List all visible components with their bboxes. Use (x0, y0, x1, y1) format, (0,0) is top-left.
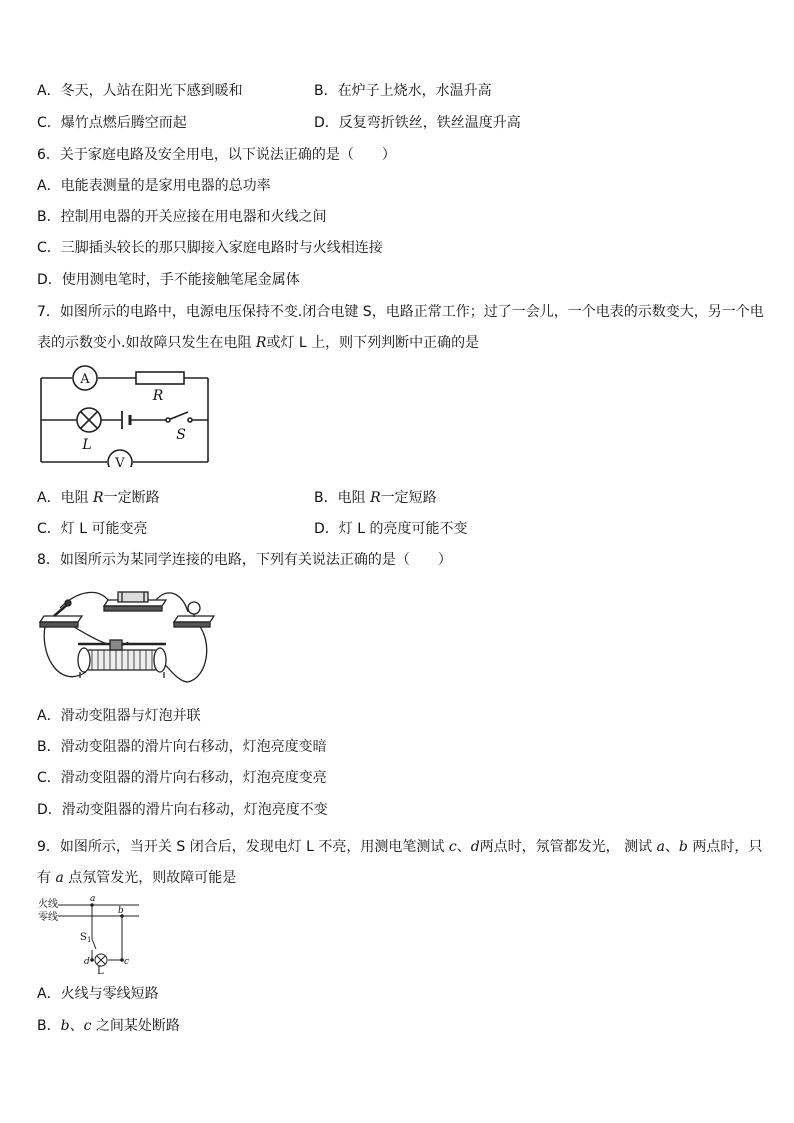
q9-option-a: A．火线与零线短路 (37, 986, 159, 1002)
q7-stem-text-end: 或灯 L 上，则下列判断中正确的是 (266, 335, 480, 351)
q7-option-a (37, 488, 160, 508)
q9-neutral-wire-label: 零线 (38, 912, 58, 923)
q8-option-d: D．滑动变阻器的滑片向右移动，灯泡亮度不变 (37, 802, 328, 818)
q9-stem-sep2: 、 (664, 839, 679, 855)
q9-live-wire-label: 火线 (38, 899, 58, 910)
q7-voltmeter-label: V (115, 456, 125, 467)
q9-point-d: d (470, 839, 480, 855)
q7-option-b-r-symbol: R (370, 490, 381, 506)
q8-stem: 8．如图所示为某同学连接的电路，下列有关说法正确的是（ ） (37, 552, 452, 568)
q9-option-b-text: B． (37, 1018, 61, 1034)
q9-option-b-point-b: b (60, 1018, 70, 1034)
q9-stem2-text-end: 点氖管发光，则故障可能是 (63, 870, 237, 886)
q5-option-c: C．爆竹点燃后腾空而起 (37, 115, 187, 131)
q7-ammeter-label: A (80, 372, 90, 387)
q9-option-b-point-c: c (83, 1018, 92, 1034)
q9-stem-text-end: 两点时，只 (687, 839, 763, 855)
q8-option-c: C．滑动变阻器的滑片向右移动，灯泡亮度变亮 (37, 770, 327, 786)
q7-circuit-diagram (38, 365, 213, 467)
q9-wiring-diagram (36, 892, 144, 976)
q9-point-c: c (448, 839, 457, 855)
q9-point-a: a (656, 839, 665, 855)
q6-option-a: A．电能表测量的是家用电器的总功率 (37, 178, 271, 194)
q9-option-b (37, 1016, 180, 1036)
q9-stem-line1 (37, 837, 762, 857)
q9-stem-sep: 、 (456, 839, 471, 855)
q7-option-d: D．灯 L 的亮度可能不变 (314, 521, 468, 537)
q5-option-a: A．冬天，人站在阳光下感到暖和 (37, 83, 243, 99)
q7-option-a-text: A．电阻 (37, 490, 94, 506)
q8-option-b: B．滑动变阻器的滑片向右移动，灯泡亮度变暗 (37, 739, 327, 755)
q9-stem2-point-a: a (55, 870, 64, 886)
q9-switch-subscript: 1 (87, 936, 92, 944)
q5-option-d: D．反复弯折铁丝，铁丝温度升高 (314, 115, 521, 131)
q9-stem-text: 9．如图所示，当开关 S 闭合后，发现电灯 L 不亮，用测电笔测试 (37, 839, 449, 855)
q7-stem-line2 (37, 333, 479, 353)
q6-option-d: D．使用测电笔时，手不能接触笔尾金属体 (37, 272, 300, 288)
q6-option-c: C．三脚插头较长的那只脚接入家庭电路时与火线相连接 (37, 240, 383, 256)
q9-stem-line2 (37, 868, 236, 888)
q9-lamp-label: L (97, 966, 104, 976)
q7-lamp-label: L (82, 437, 92, 453)
q9-switch-label: S (80, 932, 87, 943)
q7-option-b (314, 488, 437, 508)
q7-stem-line1: 7．如图所示的电路中，电源电压保持不变.闭合电键 S，电路正常工作；过了一会儿，一个电表的示数变大，另一个电 (37, 304, 764, 320)
q9-point-d-label: d (84, 957, 90, 967)
q9-point-a-label: a (90, 894, 96, 904)
q9-stem-text-mid: 两点时，氖管都发光， 测试 (479, 839, 657, 855)
q7-option-a-r-symbol: R (93, 490, 104, 506)
q9-stem2-text: 有 (37, 870, 56, 886)
q7-option-a-text-end: 一定断路 (103, 490, 160, 506)
q7-resistor-label: R (152, 388, 164, 404)
q9-point-b: b (678, 839, 688, 855)
q6-stem: 6．关于家庭电路及安全用电，以下说法正确的是（ ） (37, 147, 396, 163)
q7-option-b-text: B．电阻 (314, 490, 371, 506)
q5-option-b: B．在炉子上烧水，水温升高 (314, 83, 492, 99)
q7-stem-text: 表的示数变小.如故障只发生在电阻 (37, 335, 256, 351)
q9-point-b-label: b (118, 906, 124, 916)
q6-option-b: B．控制用电器的开关应接在用电器和火线之间 (37, 209, 327, 225)
q9-option-b-text-end: 之间某处断路 (91, 1018, 180, 1034)
q7-option-c: C．灯 L 可能变亮 (37, 521, 148, 537)
q7-stem-r-symbol: R (255, 335, 267, 351)
q8-physical-circuit-picture (38, 582, 223, 694)
q9-point-c-label: c (124, 957, 130, 967)
q8-option-a: A．滑动变阻器与灯泡并联 (37, 708, 201, 724)
q7-option-b-text-end: 一定短路 (380, 490, 437, 506)
q9-option-b-sep: 、 (69, 1018, 84, 1034)
q7-switch-label: S (176, 427, 186, 443)
